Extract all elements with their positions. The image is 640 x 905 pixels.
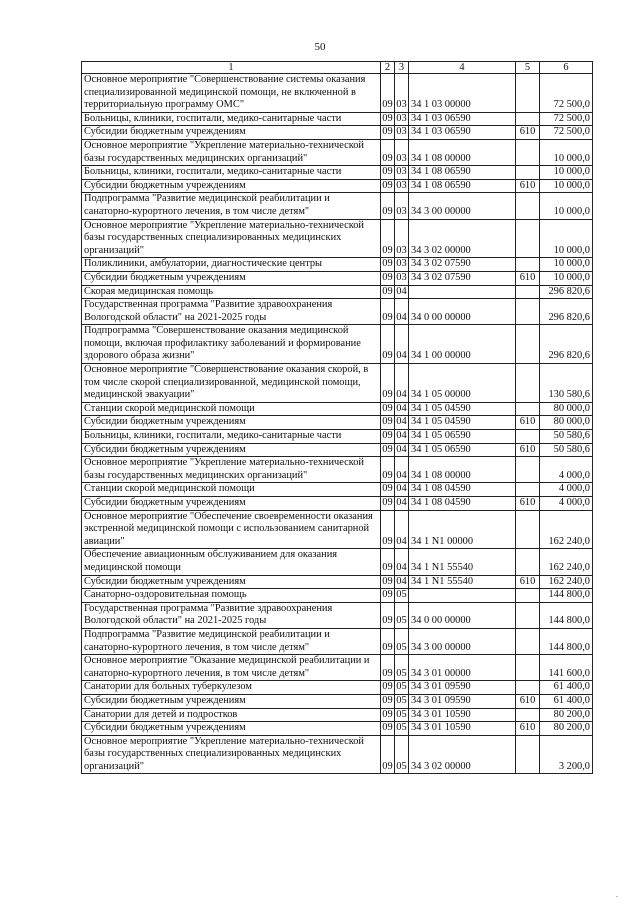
cell-target-article: 34 3 01 09590 [409, 694, 516, 708]
cell-section: 09 [381, 497, 395, 511]
cell-name: Субсидии бюджетным учреждениям [82, 722, 381, 736]
table-row [82, 271, 593, 285]
cell-name: Станции скорой медицинской помощи [82, 483, 381, 497]
cell-target-article: 34 1 08 06590 [409, 166, 516, 180]
cell-amount: 72 500,0 [540, 74, 593, 113]
table-row [82, 602, 593, 628]
cell-subsection: 05 [395, 589, 409, 603]
cell-subsection: 05 [395, 655, 409, 681]
cell-section: 09 [381, 430, 395, 444]
cell-section: 09 [381, 549, 395, 575]
cell-subsection: 04 [395, 575, 409, 589]
cell-target-article: 34 1 08 00000 [409, 139, 516, 165]
cell-subsection: 03 [395, 126, 409, 140]
column-header-1: 1 [82, 62, 381, 74]
cell-expense-type: 610 [516, 694, 540, 708]
cell-target-article: 34 1 03 00000 [409, 74, 516, 113]
cell-section: 09 [381, 735, 395, 774]
cell-target-article: 34 1 03 06590 [409, 126, 516, 140]
cell-subsection: 04 [395, 416, 409, 430]
table-row [82, 258, 593, 272]
table-row [82, 166, 593, 180]
cell-target-article: 34 1 08 00000 [409, 457, 516, 483]
table-row [82, 430, 593, 444]
cell-subsection: 05 [395, 681, 409, 695]
table-row [82, 285, 593, 299]
cell-name: Санатории для больных туберкулезом [82, 681, 381, 695]
cell-expense-type [516, 258, 540, 272]
table-row [82, 722, 593, 736]
table-row [82, 655, 593, 681]
cell-expense-type [516, 219, 540, 258]
cell-name: Основное мероприятие "Укрепление материально-технической базы государственных медицинских организаций" [82, 139, 381, 165]
cell-amount: 162 240,0 [540, 510, 593, 549]
cell-subsection: 03 [395, 166, 409, 180]
cell-amount: 296 820,6 [540, 299, 593, 325]
cell-section: 09 [381, 179, 395, 193]
cell-name: Подпрограмма "Развитие медицинской реабилитации и санаторно-курортного лечения, в том числе детям" [82, 628, 381, 654]
cell-subsection: 04 [395, 402, 409, 416]
cell-name: Государственная программа "Развитие здравоохранения Вологодской области" на 2021-2025 годы [82, 299, 381, 325]
cell-name: Субсидии бюджетным учреждениям [82, 271, 381, 285]
cell-section: 09 [381, 589, 395, 603]
cell-amount: 50 580,6 [540, 430, 593, 444]
table-row [82, 74, 593, 113]
cell-subsection: 03 [395, 179, 409, 193]
cell-expense-type [516, 112, 540, 126]
cell-name: Основное мероприятие "Укрепление материально-технической базы государственных специализированных медицинских организаций" [82, 219, 381, 258]
cell-section: 09 [381, 694, 395, 708]
cell-amount: 296 820,6 [540, 325, 593, 364]
table-row [82, 325, 593, 364]
cell-amount: 4 000,0 [540, 483, 593, 497]
cell-name: Субсидии бюджетным учреждениям [82, 694, 381, 708]
cell-expense-type [516, 325, 540, 364]
column-header-4: 4 [409, 62, 516, 74]
cell-expense-type [516, 735, 540, 774]
column-header-5: 5 [516, 62, 540, 74]
cell-section: 09 [381, 258, 395, 272]
cell-expense-type: 610 [516, 416, 540, 430]
cell-target-article: 34 3 01 10590 [409, 722, 516, 736]
cell-subsection: 04 [395, 364, 409, 403]
cell-section: 09 [381, 126, 395, 140]
cell-target-article: 34 3 02 07590 [409, 258, 516, 272]
cell-section: 09 [381, 139, 395, 165]
cell-target-article: 34 1 05 04590 [409, 402, 516, 416]
cell-amount: 50 580,6 [540, 443, 593, 457]
cell-name: Подпрограмма "Совершенствование оказания медицинской помощи, включая профилактику заболеваний и формирование здорового образа жизни" [82, 325, 381, 364]
cell-section: 09 [381, 602, 395, 628]
cell-amount: 72 500,0 [540, 112, 593, 126]
cell-subsection: 03 [395, 139, 409, 165]
cell-amount: 144 800,0 [540, 628, 593, 654]
page-edge-mark: . [616, 890, 618, 899]
cell-amount: 61 400,0 [540, 681, 593, 695]
cell-subsection: 04 [395, 483, 409, 497]
cell-target-article [409, 285, 516, 299]
cell-target-article: 34 1 05 06590 [409, 430, 516, 444]
cell-name: Субсидии бюджетным учреждениям [82, 575, 381, 589]
cell-expense-type [516, 285, 540, 299]
cell-section: 09 [381, 416, 395, 430]
cell-expense-type [516, 589, 540, 603]
cell-amount: 80 200,0 [540, 708, 593, 722]
cell-amount: 296 820,6 [540, 285, 593, 299]
cell-name: Основное мероприятие "Обеспечение своевременности оказания экстренной медицинской помощи с использованием санитарной авиации" [82, 510, 381, 549]
cell-expense-type [516, 483, 540, 497]
cell-target-article: 34 3 02 00000 [409, 735, 516, 774]
cell-subsection: 03 [395, 219, 409, 258]
cell-name: Поликлиники, амбулатории, диагностические центры [82, 258, 381, 272]
cell-expense-type [516, 510, 540, 549]
cell-expense-type [516, 430, 540, 444]
table-row [82, 193, 593, 219]
cell-expense-type: 610 [516, 575, 540, 589]
budget-table [81, 61, 593, 774]
cell-expense-type [516, 166, 540, 180]
table-row [82, 483, 593, 497]
cell-name: Субсидии бюджетным учреждениям [82, 179, 381, 193]
cell-name: Государственная программа "Развитие здравоохранения Вологодской области" на 2021-2025 годы [82, 602, 381, 628]
cell-subsection: 05 [395, 602, 409, 628]
cell-name: Больницы, клиники, госпитали, медико-санитарные части [82, 430, 381, 444]
cell-amount: 3 200,0 [540, 735, 593, 774]
cell-subsection: 03 [395, 74, 409, 113]
cell-target-article: 34 3 01 00000 [409, 655, 516, 681]
cell-amount: 130 580,6 [540, 364, 593, 403]
cell-amount: 80 000,0 [540, 402, 593, 416]
cell-section: 09 [381, 166, 395, 180]
cell-target-article: 34 1 N1 00000 [409, 510, 516, 549]
cell-amount: 61 400,0 [540, 694, 593, 708]
cell-amount: 10 000,0 [540, 219, 593, 258]
cell-amount: 72 500,0 [540, 126, 593, 140]
cell-target-article: 34 1 05 04590 [409, 416, 516, 430]
cell-name: Санатории для детей и подростков [82, 708, 381, 722]
table-row [82, 510, 593, 549]
table-row [82, 402, 593, 416]
cell-amount: 80 200,0 [540, 722, 593, 736]
cell-subsection: 03 [395, 112, 409, 126]
table-row [82, 589, 593, 603]
cell-target-article: 34 3 00 00000 [409, 628, 516, 654]
cell-expense-type [516, 139, 540, 165]
cell-name: Основное мероприятие "Совершенствование оказания скорой, в том числе скорой специализированной, медицинской помощи, медицинской эвакуации" [82, 364, 381, 403]
cell-expense-type [516, 549, 540, 575]
table-row [82, 735, 593, 774]
cell-expense-type [516, 74, 540, 113]
cell-target-article: 34 1 05 00000 [409, 364, 516, 403]
cell-subsection: 05 [395, 735, 409, 774]
cell-amount: 10 000,0 [540, 271, 593, 285]
cell-section: 09 [381, 299, 395, 325]
cell-subsection: 04 [395, 443, 409, 457]
table-header-row [82, 62, 593, 74]
cell-name: Субсидии бюджетным учреждениям [82, 443, 381, 457]
table-row [82, 443, 593, 457]
cell-expense-type [516, 655, 540, 681]
cell-section: 09 [381, 628, 395, 654]
cell-subsection: 05 [395, 694, 409, 708]
cell-expense-type [516, 193, 540, 219]
table-row [82, 416, 593, 430]
cell-name: Субсидии бюджетным учреждениям [82, 497, 381, 511]
cell-amount: 10 000,0 [540, 166, 593, 180]
cell-section: 09 [381, 681, 395, 695]
cell-subsection: 03 [395, 193, 409, 219]
cell-amount: 10 000,0 [540, 139, 593, 165]
cell-subsection: 04 [395, 430, 409, 444]
cell-target-article: 34 1 N1 55540 [409, 575, 516, 589]
cell-target-article [409, 589, 516, 603]
table-row [82, 628, 593, 654]
cell-section: 09 [381, 457, 395, 483]
cell-target-article: 34 0 00 00000 [409, 602, 516, 628]
cell-name: Основное мероприятие "Укрепление материально-технической базы государственных медицинских организаций" [82, 457, 381, 483]
cell-name: Скорая медицинская помощь [82, 285, 381, 299]
cell-target-article: 34 1 08 04590 [409, 497, 516, 511]
table-row [82, 364, 593, 403]
cell-subsection: 03 [395, 271, 409, 285]
cell-expense-type [516, 681, 540, 695]
cell-expense-type [516, 602, 540, 628]
cell-section: 09 [381, 655, 395, 681]
cell-expense-type: 610 [516, 271, 540, 285]
cell-subsection: 04 [395, 325, 409, 364]
cell-section: 09 [381, 510, 395, 549]
cell-name: Станции скорой медицинской помощи [82, 402, 381, 416]
cell-subsection: 03 [395, 258, 409, 272]
table-row [82, 497, 593, 511]
cell-target-article: 34 1 08 06590 [409, 179, 516, 193]
cell-expense-type: 610 [516, 179, 540, 193]
table-row [82, 139, 593, 165]
cell-subsection: 05 [395, 708, 409, 722]
cell-section: 09 [381, 722, 395, 736]
cell-amount: 80 000,0 [540, 416, 593, 430]
cell-section: 09 [381, 325, 395, 364]
cell-amount: 4 000,0 [540, 497, 593, 511]
table-row [82, 575, 593, 589]
cell-section: 09 [381, 575, 395, 589]
table-row [82, 694, 593, 708]
cell-section: 09 [381, 271, 395, 285]
cell-amount: 4 000,0 [540, 457, 593, 483]
table-row [82, 179, 593, 193]
page-number: 50 [314, 41, 326, 53]
table-row [82, 708, 593, 722]
cell-target-article: 34 1 03 06590 [409, 112, 516, 126]
table-row [82, 219, 593, 258]
cell-subsection: 05 [395, 628, 409, 654]
table-row [82, 457, 593, 483]
cell-expense-type: 610 [516, 722, 540, 736]
cell-section: 09 [381, 285, 395, 299]
cell-expense-type [516, 364, 540, 403]
cell-section: 09 [381, 483, 395, 497]
cell-section: 09 [381, 443, 395, 457]
cell-section: 09 [381, 219, 395, 258]
cell-name: Основное мероприятие "Укрепление материально-технической базы государственных специализированных медицинских организаций" [82, 735, 381, 774]
cell-target-article: 34 3 02 07590 [409, 271, 516, 285]
cell-expense-type [516, 628, 540, 654]
cell-section: 09 [381, 708, 395, 722]
column-header-3: 3 [395, 62, 409, 74]
cell-expense-type: 610 [516, 443, 540, 457]
cell-target-article: 34 1 05 06590 [409, 443, 516, 457]
cell-amount: 10 000,0 [540, 179, 593, 193]
cell-name: Подпрограмма "Развитие медицинской реабилитации и санаторно-курортного лечения, в том числе детям" [82, 193, 381, 219]
cell-section: 09 [381, 74, 395, 113]
cell-section: 09 [381, 193, 395, 219]
cell-subsection: 04 [395, 285, 409, 299]
cell-amount: 141 600,0 [540, 655, 593, 681]
cell-expense-type [516, 708, 540, 722]
table-row [82, 549, 593, 575]
cell-name: Основное мероприятие "Совершенствование системы оказания специализированной медицинской помощи, не включенной в территориальную программу ОМС" [82, 74, 381, 113]
cell-expense-type [516, 402, 540, 416]
cell-target-article: 34 1 08 04590 [409, 483, 516, 497]
column-header-6: 6 [540, 62, 593, 74]
cell-target-article: 34 3 01 10590 [409, 708, 516, 722]
cell-section: 09 [381, 364, 395, 403]
cell-subsection: 04 [395, 510, 409, 549]
cell-subsection: 04 [395, 497, 409, 511]
table-row [82, 681, 593, 695]
cell-target-article: 34 1 00 00000 [409, 325, 516, 364]
cell-name: Больницы, клиники, госпитали, медико-санитарные части [82, 166, 381, 180]
cell-expense-type [516, 299, 540, 325]
cell-target-article: 34 3 01 09590 [409, 681, 516, 695]
cell-target-article: 34 1 N1 55540 [409, 549, 516, 575]
cell-name: Санаторно-оздоровительная помощь [82, 589, 381, 603]
cell-target-article: 34 0 00 00000 [409, 299, 516, 325]
cell-section: 09 [381, 112, 395, 126]
cell-amount: 144 800,0 [540, 589, 593, 603]
cell-expense-type: 610 [516, 497, 540, 511]
cell-subsection: 04 [395, 299, 409, 325]
cell-expense-type: 610 [516, 126, 540, 140]
column-header-2: 2 [381, 62, 395, 74]
table-row [82, 126, 593, 140]
cell-amount: 10 000,0 [540, 258, 593, 272]
table-row [82, 299, 593, 325]
budget-table-body [82, 62, 593, 774]
cell-amount: 144 800,0 [540, 602, 593, 628]
cell-expense-type [516, 457, 540, 483]
cell-amount: 162 240,0 [540, 575, 593, 589]
cell-section: 09 [381, 402, 395, 416]
cell-subsection: 04 [395, 549, 409, 575]
cell-name: Субсидии бюджетным учреждениям [82, 126, 381, 140]
cell-name: Обеспечение авиационным обслуживанием для оказания медицинской помощи [82, 549, 381, 575]
cell-name: Больницы, клиники, госпитали, медико-санитарные части [82, 112, 381, 126]
cell-subsection: 04 [395, 457, 409, 483]
cell-amount: 10 000,0 [540, 193, 593, 219]
cell-name: Субсидии бюджетным учреждениям [82, 416, 381, 430]
table-row [82, 112, 593, 126]
cell-subsection: 05 [395, 722, 409, 736]
cell-target-article: 34 3 02 00000 [409, 219, 516, 258]
cell-target-article: 34 3 00 00000 [409, 193, 516, 219]
cell-amount: 162 240,0 [540, 549, 593, 575]
cell-name: Основное мероприятие "Оказание медицинской реабилитации и санаторно-курортного лечения, в том числе детям" [82, 655, 381, 681]
